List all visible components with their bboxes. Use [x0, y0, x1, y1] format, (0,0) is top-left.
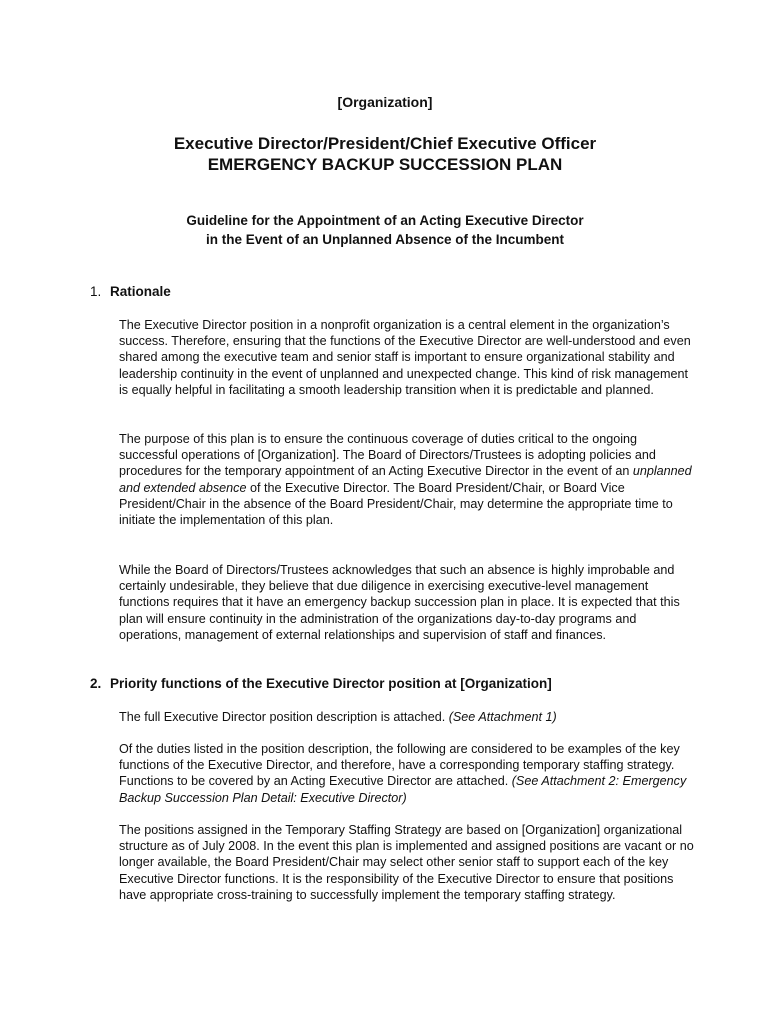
section-2-paragraph-1-emphasis: (See Attachment 1) — [448, 710, 557, 724]
section-2-paragraph-3: The positions assigned in the Temporary Staffing Strategy are based on [Organization] organizational structure as of July 2008. In the event this plan is implemented and assigned positions are vacant or no longer available, the Board President/Chair may select other senior staff to support each of the key Executive Director functions. It is the responsibility of the Executive Director to ensure that positions have appropriate cross-training to successfully implement the temporary staffing strategy. — [119, 823, 694, 902]
subtitle-line-1: Guideline for the Appointment of an Acting Executive Director — [186, 213, 584, 228]
section-2-heading-row — [90, 676, 690, 691]
section-2-heading — [90, 676, 690, 691]
document-subtitle — [0, 211, 770, 249]
subtitle-line-2: in the Event of an Unplanned Absence of the Incumbent — [205, 232, 565, 247]
section-2-paragraph-2-emphasis: (See Attachment 2: Emergency Backup Succession Plan Detail: Executive Director) — [119, 774, 687, 805]
organization-label: [Organization] — [337, 94, 433, 110]
section-2-paragraph-2-text: Of the duties listed in the position description, the following are considered to be examples of the key functions of the Executive Director, and therefore, have a corresponding temporary staffing strategy. Functions to be covered by an Acting Executive Director are attached. — [119, 742, 680, 789]
section-1-paragraph-2-text-a: The purpose of this plan is to ensure the continuous coverage of duties critical to the ongoing successful operations of [Organization]. The Board of Directors/Trustees is adopting policies and procedures for the temporary appointment of an Acting Executive Director in the event of an — [119, 432, 656, 479]
section-2-number: 2. — [90, 676, 102, 691]
section-1-number: 1. — [90, 284, 102, 299]
section-1-paragraph-1: The Executive Director position in a nonprofit organization is a central element in the organization’s success. Therefore, ensuring that the functions of the Executive Director are well-understood and even shared among the executive team and senior staff is important to ensure organizational stability and leadership continuity in the event of unplanned and unexpected change. This kind of risk management is equally helpful in facilitating a smooth leadership transition when it is predictable and planned. — [119, 318, 691, 397]
section-1-paragraph-2 — [119, 431, 694, 528]
document-title — [0, 133, 770, 175]
section-1-paragraph-2-text-b: of the Executive Director. The Board President/Chair, or Board Vice President/Chair in the absence of the Board President/Chair, may determine the appropriate time to initiate the implementation of this plan. — [119, 480, 673, 528]
section-2-title: Priority functions of the Executive Director position at [Organization] — [110, 676, 552, 691]
title-line-2: EMERGENCY BACKUP SUCCESSION PLAN — [207, 155, 563, 174]
section-1-paragraph-3: While the Board of Directors/Trustees acknowledges that such an absence is highly improbable and certainly undesirable, they believe that due diligence in exercising executive-level management functions requires that it have an emergency backup succession plan in place. It is expected that this plan will ensure continuity in the administration of the organizations day-to-day programs and operations, management of external relationships and supervision of staff and finances. — [119, 563, 680, 642]
section-1-title: Rationale — [110, 284, 171, 299]
section-2-paragraph-1 — [119, 709, 694, 725]
section-1-heading — [90, 284, 690, 299]
section-1-heading-row — [90, 284, 690, 299]
section-2-paragraph-2 — [119, 741, 694, 806]
section-2-paragraph-1-text: The full Executive Director position description is attached. — [119, 710, 449, 724]
title-line-1: Executive Director/President/Chief Executive Officer — [173, 134, 597, 153]
section-1-paragraph-2-emphasis: unplanned and extended absence — [119, 464, 692, 495]
